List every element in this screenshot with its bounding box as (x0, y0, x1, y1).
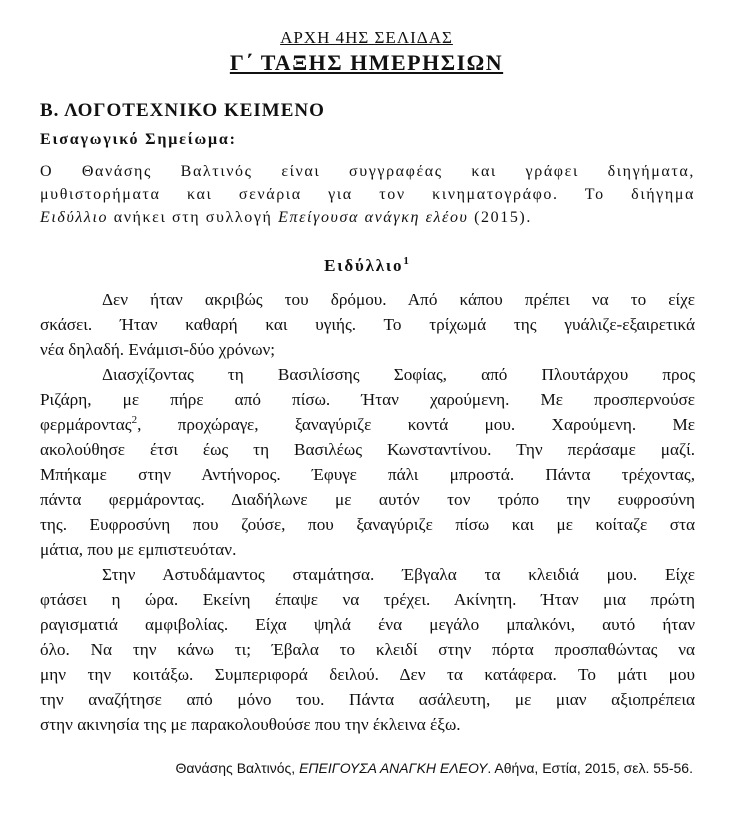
story-line: Στην Αστυδάμαντος σταμάτησα. Έβγαλα τα κλειδιά μου. Είχε (102, 565, 695, 584)
intro-text: ανήκει στη συλλογή (108, 209, 279, 226)
intro-line: μυθιστορήματα και σενάρια για τον κινηματογράφο. Το διήγημα (40, 186, 695, 203)
intro-note-heading: Εισαγωγικό Σημείωμα: (40, 131, 237, 148)
story-line: ραγισματιά αμφιβολίας. Είχα ψηλά ένα μεγάλο μπαλκόνι, αυτό ήταν (40, 615, 695, 634)
story-text: , προχώραγε, ξαναγύριζε κοντά μου. Χαρούμενη. Με (137, 415, 695, 434)
collection-title-ref: Επείγουσα ανάγκη ελέου (278, 209, 469, 226)
intro-line (40, 206, 695, 229)
story-line: Ριζάρη, με πήρε από πίσω. Ήταν χαρούμενη. Με προσπερνούσε (40, 390, 695, 409)
page-marker: ΑΡΧΗ 4ΗΣ ΣΕΛΙΔΑΣ (280, 28, 453, 47)
source-book: ΕΠΕΙΓΟΥΣΑ ΑΝΑΓΚΗ ΕΛΕΟΥ (299, 760, 488, 776)
story-line: στην ακινησία της με παρακολουθούσε που την έκλεινα έξω. (40, 715, 461, 734)
footnote-marker: 2 (131, 414, 138, 426)
story-line: πάντα φερμάροντας. Διαδήλωνε με αυτόν τον τρόπο την ευφροσύνη (40, 490, 695, 509)
story-line: φτάσει η ώρα. Εκείνη έπαψε να τρέχει. Ακίνητη. Ήταν μια πρώτη (40, 590, 695, 609)
intro-line: Ο Θανάσης Βαλτινός είναι συγγραφέας και γράφει διηγήματα, (40, 163, 695, 180)
story-line: Δεν ήταν ακριβώς του δρόμου. Από κάπου πρέπει να το είχε (102, 290, 695, 309)
story-line: μάτια, που με εμπιστευόταν. (40, 540, 237, 559)
story-line: όλο. Να την κάνω τι; Έβαλα το κλειδί στην πόρτα προσπαθώντας να (40, 640, 695, 659)
story-line: νέα δηλαδή. Ενάμισι-δύο χρόνων; (40, 340, 276, 359)
intro-note (40, 160, 695, 229)
story-title-text: Ειδύλλιο (324, 256, 404, 275)
story-line: ακολούθησε έτσι έως τη Βασιλέως Κωνσταντίνου. Την περάσαμε μαζί. (40, 440, 695, 459)
story-title-ref: Ειδύλλιο (40, 209, 109, 226)
footnote-marker: 1 (403, 255, 409, 267)
intro-text: (2015). (468, 209, 532, 226)
story-line: Μπήκαμε στην Αντήνορος. Έφυγε πάλι μπροστά. Πάντα τρέχοντας, (40, 465, 695, 484)
story-title (0, 255, 733, 276)
story-line: σκάσει. Ήταν καθαρή και υγιής. Το τρίχωμά της γυάλιζε-εξαιρετικά (40, 315, 695, 334)
source-publisher: . Αθήνα, Εστία, 2015, σελ. 55-56. (487, 760, 693, 776)
source-author: Θανάσης Βαλτινός, (175, 760, 300, 776)
source-citation (0, 760, 693, 776)
story-body (40, 287, 695, 737)
story-line (40, 412, 695, 437)
section-title: Β. ΛΟΓΟΤΕΧΝΙΚΟ ΚΕΙΜΕΝΟ (40, 100, 325, 121)
story-line: Διασχίζοντας τη Βασιλίσσης Σοφίας, από Πλουτάρχου προς (102, 365, 695, 384)
story-text: φερμάροντας (40, 415, 132, 434)
grade-heading: Γ΄ ΤΑΞΗΣ ΗΜΕΡΗΣΙΩΝ (229, 50, 504, 75)
story-line: μην την κοιτάξω. Συμπεριφορά δειλού. Δεν τα κατάφερα. Το μάτι μου (40, 665, 695, 684)
story-line: της. Ευφροσύνη που ζούσε, που ξαναγύριζε πίσω και με κοίταζε στα (40, 515, 695, 534)
story-line: την αναζήτησε από μόνο του. Πάντα ασάλευτη, με μιαν αξιοπρέπεια (40, 690, 695, 709)
